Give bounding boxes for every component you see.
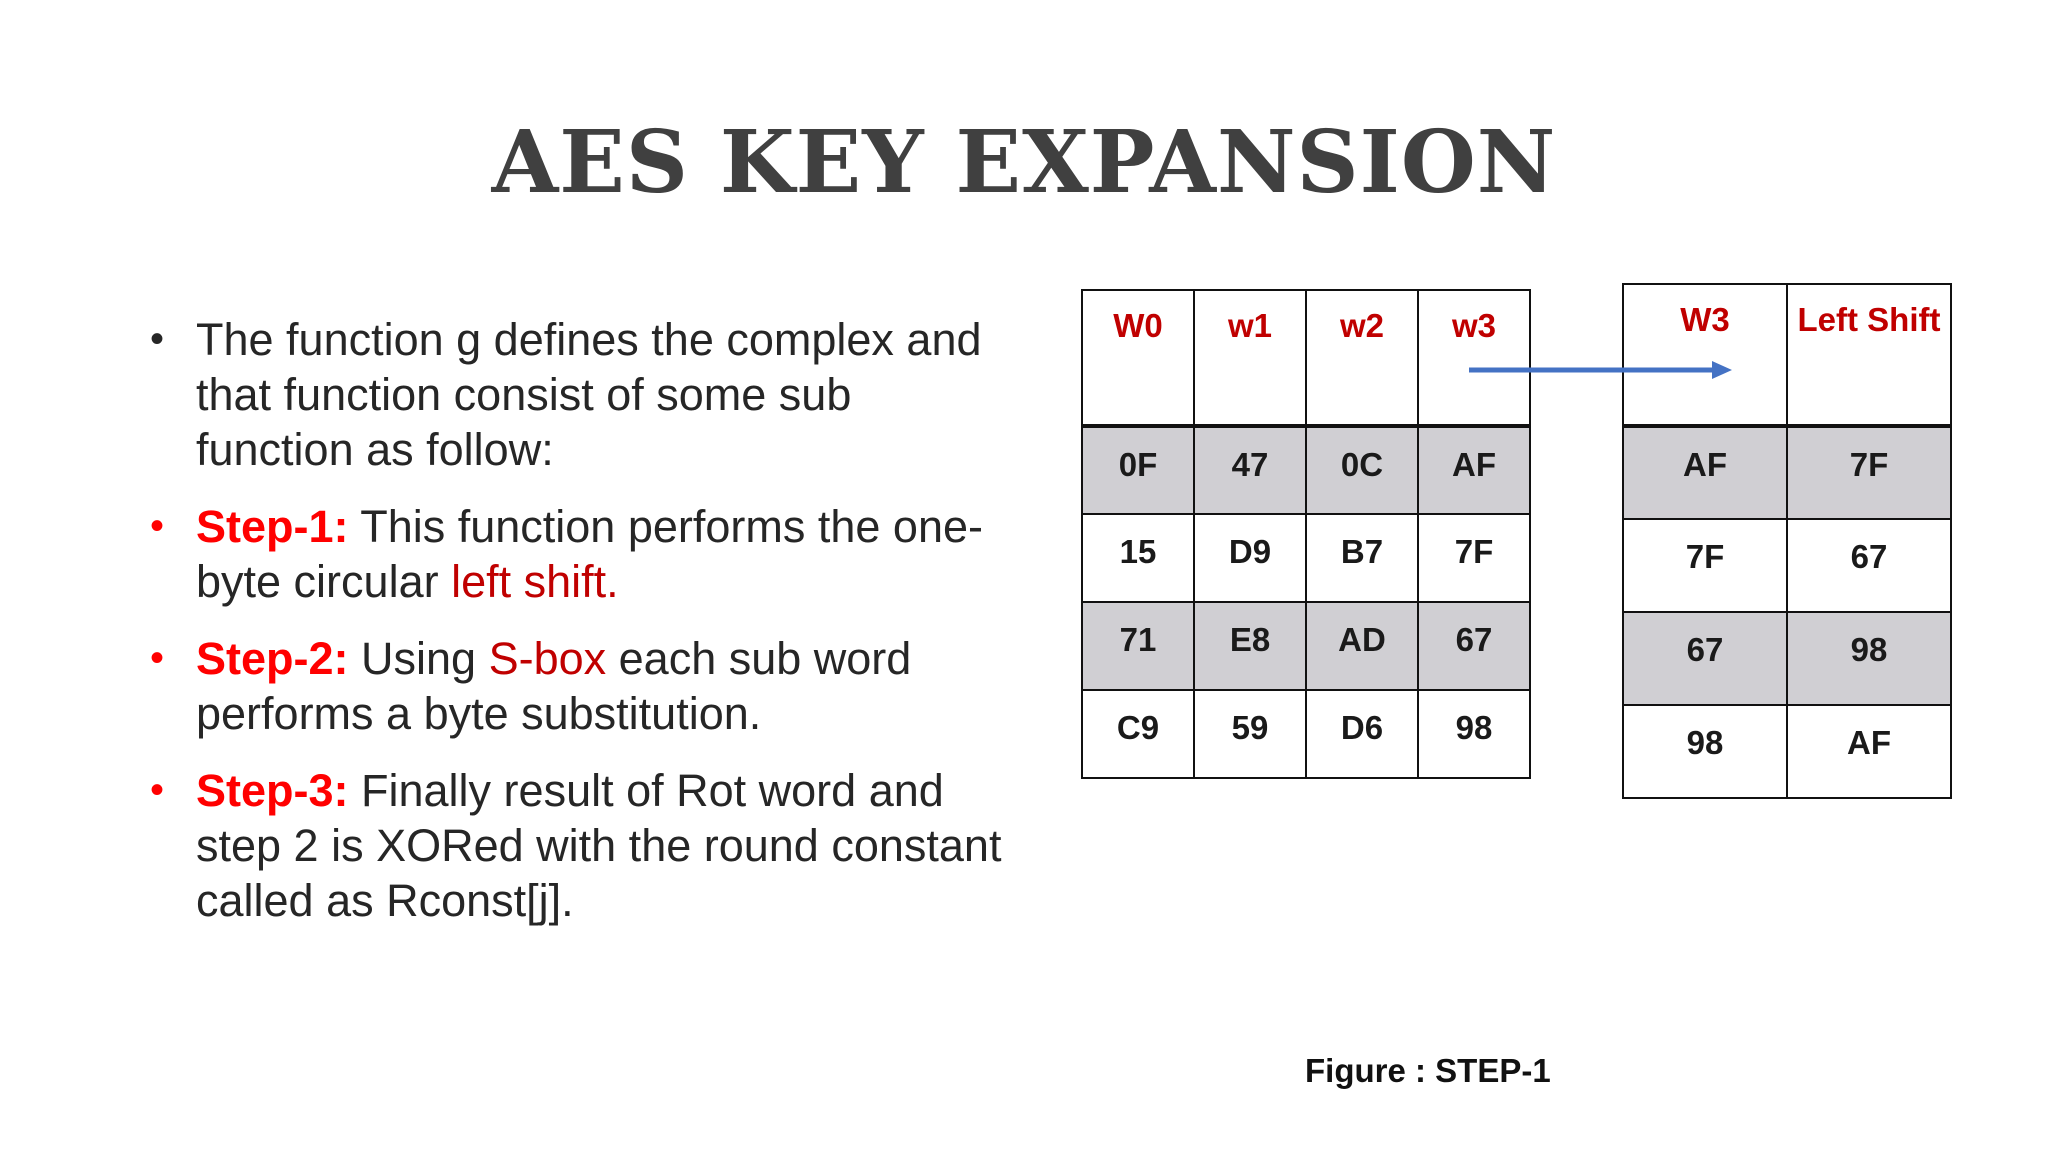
- bullet-dot-icon: •: [150, 317, 165, 361]
- step-1-text: This function performs the one-byte circular: [196, 501, 983, 607]
- bullet-dot-icon: •: [150, 504, 165, 548]
- table-cell: 98: [1623, 705, 1787, 798]
- table-cell: AF: [1787, 705, 1951, 798]
- slide-title: AES KEY EXPANSION: [491, 112, 1557, 213]
- step-1-label: Step-1:: [196, 501, 349, 552]
- table-cell: 67: [1623, 612, 1787, 705]
- header-cell: Left Shift: [1787, 284, 1951, 426]
- table-cell: D6: [1306, 690, 1418, 778]
- table-cell: C9: [1082, 690, 1194, 778]
- table-cell: 7F: [1623, 519, 1787, 612]
- table-cell: 0F: [1082, 426, 1194, 514]
- header-cell: W0: [1082, 290, 1194, 426]
- table-cell: 7F: [1787, 426, 1951, 519]
- table-cell: 98: [1787, 612, 1951, 705]
- step-2-label: Step-2:: [196, 633, 349, 684]
- step-3-label: Step-3:: [196, 765, 349, 816]
- step-1-highlight: left shift.: [451, 556, 619, 607]
- step-2-text-after: each sub word performs a byte substitution.: [196, 633, 912, 739]
- header-cell: w3: [1418, 290, 1530, 426]
- header-cell: w2: [1306, 290, 1418, 426]
- header-cell: W3: [1623, 284, 1787, 426]
- table-cell: D9: [1194, 514, 1306, 602]
- table-cell: AD: [1306, 602, 1418, 690]
- table-cell: 7F: [1418, 514, 1530, 602]
- step-2-highlight: S-box: [488, 633, 607, 684]
- table-cell: 0C: [1306, 426, 1418, 514]
- table-cell: 47: [1194, 426, 1306, 514]
- table-cell: 71: [1082, 602, 1194, 690]
- table-cell: AF: [1418, 426, 1530, 514]
- intro-text: The function g defines the complex and that function consist of some sub function as follow:: [196, 314, 982, 475]
- figure-caption: Figure : STEP-1: [1305, 1052, 1551, 1089]
- header-cell: w1: [1194, 290, 1306, 426]
- table-cell: E8: [1194, 602, 1306, 690]
- table-cell: 98: [1418, 690, 1530, 778]
- table-cell: AF: [1623, 426, 1787, 519]
- step-3-text: Finally result of Rot word and step 2 is XORed with the round constant called as Rconst[j].: [196, 765, 1002, 926]
- table-cell: 59: [1194, 690, 1306, 778]
- bullet-dot-icon: •: [150, 636, 165, 680]
- table-cell: B7: [1306, 514, 1418, 602]
- table-cell: 15: [1082, 514, 1194, 602]
- table-cell: 67: [1787, 519, 1951, 612]
- table-cell: 67: [1418, 602, 1530, 690]
- bullet-dot-icon: •: [150, 768, 165, 812]
- step-2-text-before: Using: [348, 633, 489, 684]
